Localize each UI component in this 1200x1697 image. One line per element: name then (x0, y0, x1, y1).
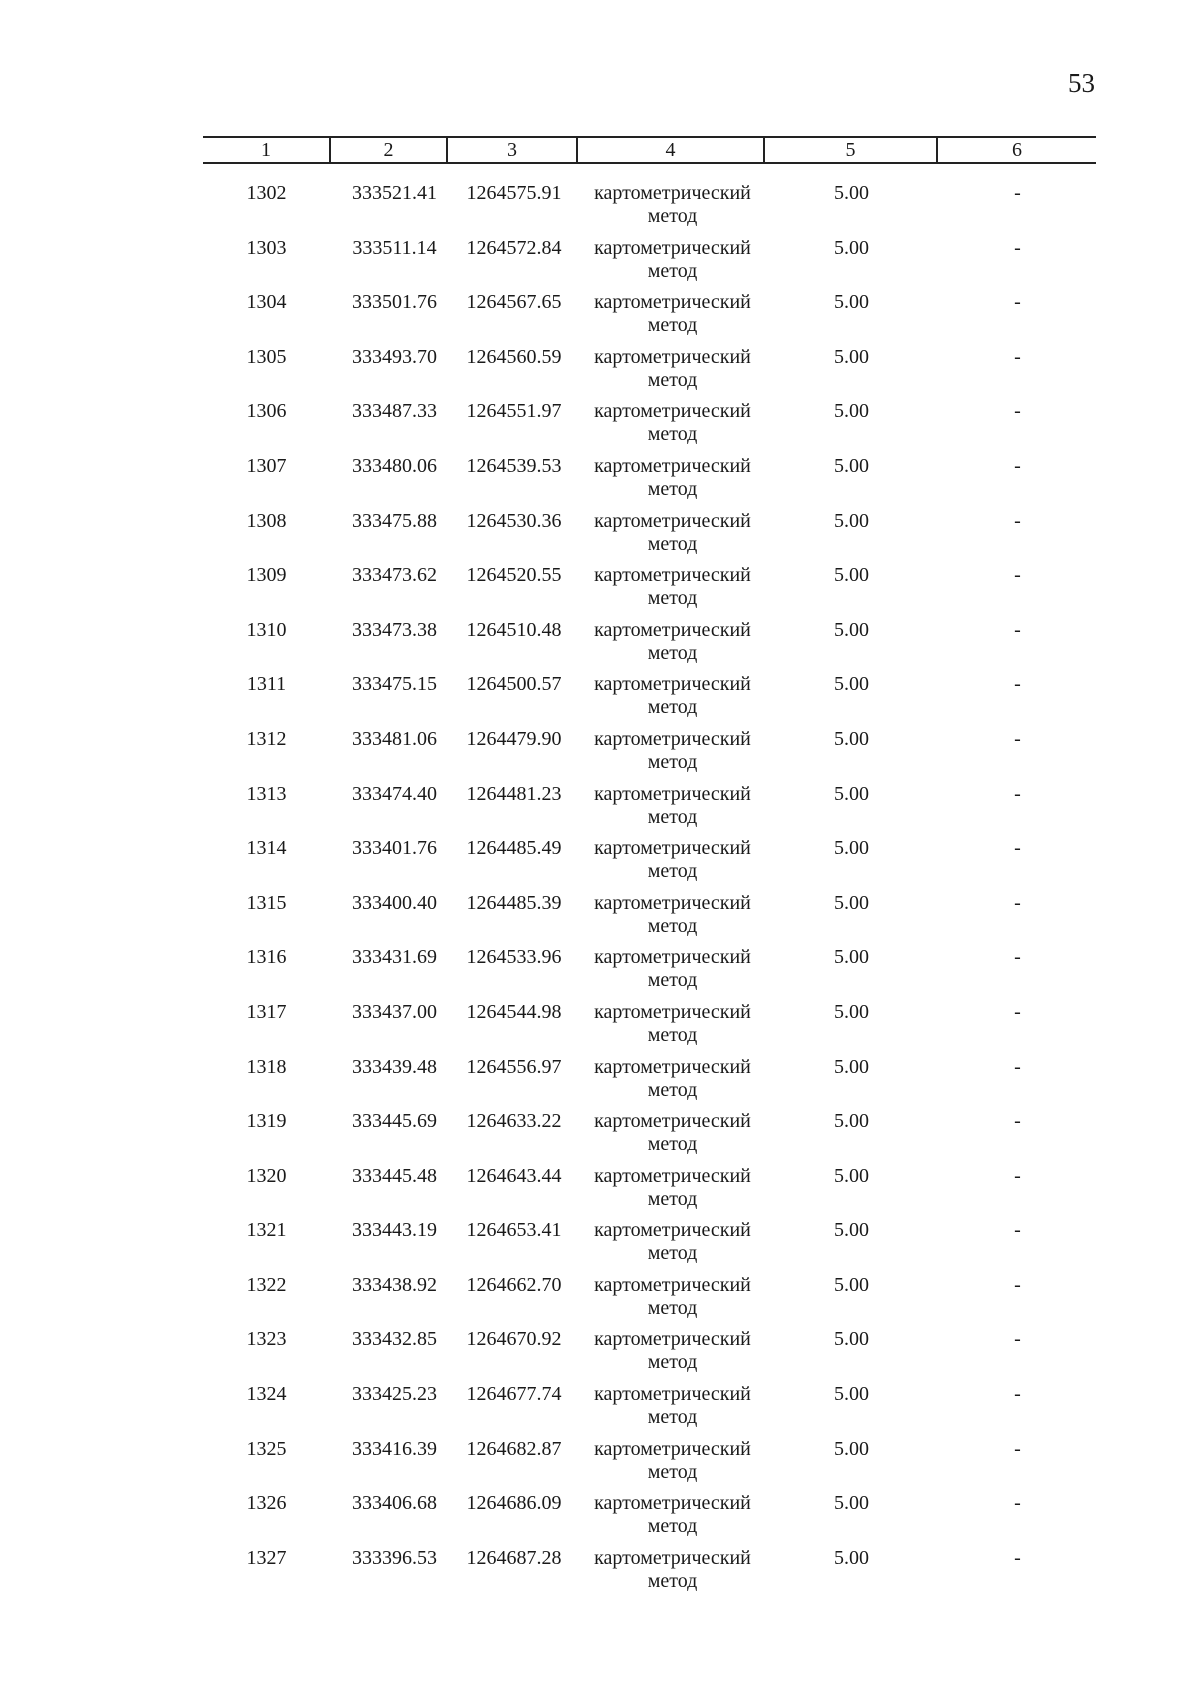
method-line-1: картометрический (594, 673, 751, 696)
note-dash: - (1014, 564, 1021, 587)
method-line-2: метод (647, 368, 698, 391)
method-line-2: метод (647, 1187, 698, 1210)
method-line-2: метод (647, 1133, 698, 1156)
method-line-2: метод (647, 477, 698, 500)
table-row (203, 1492, 1096, 1547)
precision-value: 5.00 (834, 782, 869, 805)
table-row (203, 728, 1096, 783)
method-line-1: картометрический (594, 1273, 751, 1296)
method-line-1: картометрический (594, 946, 751, 969)
note-dash: - (1014, 1110, 1021, 1133)
coordinate-x: 333396.53 (352, 1546, 437, 1569)
coordinate-x: 333474.40 (352, 782, 437, 805)
table-row (203, 1001, 1096, 1056)
note-dash: - (1014, 1055, 1021, 1078)
note-dash: - (1014, 509, 1021, 532)
point-number: 1303 (246, 236, 287, 259)
method-cell (577, 1438, 764, 1493)
method-line-2: метод (647, 314, 698, 337)
precision-value: 5.00 (834, 1546, 869, 1569)
point-number: 1306 (246, 400, 287, 423)
coordinate-x: 333521.41 (352, 182, 437, 204)
table-row (203, 291, 1096, 346)
method-cell (577, 163, 764, 237)
coordinate-y: 1264520.55 (466, 564, 562, 587)
precision-value: 5.00 (834, 837, 869, 860)
precision-value: 5.00 (834, 1437, 869, 1460)
method-cell (577, 892, 764, 947)
table-row (203, 1219, 1096, 1274)
note-dash: - (1014, 1492, 1021, 1515)
precision-value: 5.00 (834, 1383, 869, 1406)
table-row (203, 564, 1096, 619)
point-number: 1315 (246, 891, 287, 914)
coordinate-x: 333431.69 (352, 946, 437, 969)
method-line-2: метод (647, 805, 698, 828)
method-cell (577, 1492, 764, 1547)
coordinate-x: 333480.06 (352, 454, 437, 477)
coordinate-x: 333401.76 (352, 837, 437, 860)
method-cell (577, 1001, 764, 1056)
precision-value: 5.00 (834, 618, 869, 641)
coordinate-x: 333475.88 (352, 509, 437, 532)
method-cell (577, 1219, 764, 1274)
point-number: 1304 (246, 291, 287, 314)
point-number: 1310 (246, 618, 287, 641)
coordinate-y: 1264479.90 (466, 727, 562, 750)
method-line-1: картометрический (594, 345, 751, 368)
note-dash: - (1014, 454, 1021, 477)
precision-value: 5.00 (834, 291, 869, 314)
header-col-6: 6 (937, 137, 1096, 163)
table-row (203, 837, 1096, 892)
note-dash: - (1014, 1000, 1021, 1023)
coordinate-x: 333501.76 (352, 291, 437, 314)
note-dash: - (1014, 1437, 1021, 1460)
coordinate-y: 1264572.84 (466, 236, 562, 259)
point-number: 1326 (246, 1492, 287, 1515)
coordinate-y: 1264556.97 (466, 1055, 562, 1078)
table-row (203, 1110, 1096, 1165)
method-line-2: метод (647, 1351, 698, 1374)
note-dash: - (1014, 400, 1021, 423)
precision-value: 5.00 (834, 564, 869, 587)
method-line-1: картометрический (594, 454, 751, 477)
method-line-2: метод (647, 696, 698, 719)
coordinate-x: 333511.14 (352, 236, 437, 259)
method-cell (577, 1328, 764, 1383)
point-number: 1319 (246, 1110, 287, 1133)
coordinate-x: 333493.70 (352, 345, 437, 368)
method-line-1: картометрический (594, 1546, 751, 1569)
method-line-1: картометрический (594, 1219, 751, 1242)
point-number: 1307 (246, 454, 287, 477)
coordinate-y: 1264530.36 (466, 509, 562, 532)
coordinate-x: 333439.48 (352, 1055, 437, 1078)
coordinate-y: 1264575.91 (466, 182, 562, 204)
method-line-1: картометрический (594, 509, 751, 532)
note-dash: - (1014, 236, 1021, 259)
precision-value: 5.00 (834, 673, 869, 696)
method-cell (577, 783, 764, 838)
method-line-1: картометрический (594, 618, 751, 641)
method-line-2: метод (647, 1569, 698, 1592)
coordinate-x: 333481.06 (352, 727, 437, 750)
precision-value: 5.00 (834, 946, 869, 969)
coordinate-y: 1264662.70 (466, 1273, 562, 1296)
point-number: 1305 (246, 345, 287, 368)
coordinate-y: 1264551.97 (466, 400, 562, 423)
method-cell (577, 1547, 764, 1602)
note-dash: - (1014, 673, 1021, 696)
coordinate-x: 333437.00 (352, 1000, 437, 1023)
point-number: 1316 (246, 946, 287, 969)
method-line-2: метод (647, 423, 698, 446)
note-dash: - (1014, 837, 1021, 860)
coordinate-y: 1264682.87 (466, 1437, 562, 1460)
point-number: 1314 (246, 837, 287, 860)
method-cell (577, 1056, 764, 1111)
note-dash: - (1014, 291, 1021, 314)
note-dash: - (1014, 946, 1021, 969)
method-cell (577, 837, 764, 892)
note-dash: - (1014, 1219, 1021, 1242)
table-row (203, 1165, 1096, 1220)
method-cell (577, 619, 764, 674)
method-line-2: метод (647, 1078, 698, 1101)
note-dash: - (1014, 727, 1021, 750)
method-line-1: картометрический (594, 400, 751, 423)
point-number: 1311 (246, 673, 287, 696)
method-cell (577, 1383, 764, 1438)
header-col-3: 3 (447, 137, 577, 163)
method-line-2: метод (647, 1023, 698, 1046)
coordinate-x: 333487.33 (352, 400, 437, 423)
header-row (203, 137, 1096, 163)
method-line-1: картометрический (594, 727, 751, 750)
method-cell (577, 564, 764, 619)
coordinate-x: 333416.39 (352, 1437, 437, 1460)
method-cell (577, 673, 764, 728)
method-cell (577, 237, 764, 292)
precision-value: 5.00 (834, 400, 869, 423)
table-row (203, 783, 1096, 838)
note-dash: - (1014, 1328, 1021, 1351)
coordinates-table (203, 136, 1096, 1601)
method-line-1: картометрический (594, 891, 751, 914)
coordinate-y: 1264510.48 (466, 618, 562, 641)
method-cell (577, 510, 764, 565)
coordinate-y: 1264500.57 (466, 673, 562, 696)
coordinate-x: 333445.69 (352, 1110, 437, 1133)
method-line-2: метод (647, 1242, 698, 1265)
table-row (203, 1547, 1096, 1602)
method-line-1: картометрический (594, 837, 751, 860)
precision-value: 5.00 (834, 1273, 869, 1296)
coordinate-y: 1264686.09 (466, 1492, 562, 1515)
method-line-1: картометрический (594, 236, 751, 259)
method-line-1: картометрический (594, 1437, 751, 1460)
coordinate-y: 1264653.41 (466, 1219, 562, 1242)
point-number: 1324 (246, 1383, 287, 1406)
note-dash: - (1014, 782, 1021, 805)
point-number: 1312 (246, 727, 287, 750)
point-number: 1302 (246, 182, 287, 204)
coordinate-y: 1264677.74 (466, 1383, 562, 1406)
precision-value: 5.00 (834, 1219, 869, 1242)
method-cell (577, 1274, 764, 1329)
method-cell (577, 728, 764, 783)
coordinate-y: 1264670.92 (466, 1328, 562, 1351)
coordinate-y: 1264560.59 (466, 345, 562, 368)
precision-value: 5.00 (834, 236, 869, 259)
point-number: 1322 (246, 1273, 287, 1296)
table-row (203, 346, 1096, 401)
precision-value: 5.00 (834, 345, 869, 368)
coordinate-x: 333443.19 (352, 1219, 437, 1242)
method-line-2: метод (647, 1406, 698, 1429)
precision-value: 5.00 (834, 1110, 869, 1133)
note-dash: - (1014, 891, 1021, 914)
coordinate-y: 1264481.23 (466, 782, 562, 805)
precision-value: 5.00 (834, 509, 869, 532)
method-line-1: картометрический (594, 291, 751, 314)
method-line-2: метод (647, 914, 698, 937)
table-row (203, 237, 1096, 292)
method-cell (577, 291, 764, 346)
precision-value: 5.00 (834, 182, 869, 204)
coordinate-y: 1264544.98 (466, 1000, 562, 1023)
method-line-1: картометрический (594, 564, 751, 587)
method-line-1: картометрический (594, 1000, 751, 1023)
table-row (203, 163, 1096, 237)
precision-value: 5.00 (834, 1164, 869, 1187)
coordinate-x: 333406.68 (352, 1492, 437, 1515)
method-line-2: метод (647, 532, 698, 555)
coordinate-y: 1264567.65 (466, 291, 562, 314)
note-dash: - (1014, 182, 1021, 204)
precision-value: 5.00 (834, 891, 869, 914)
coordinate-x: 333425.23 (352, 1383, 437, 1406)
method-line-2: метод (647, 259, 698, 282)
point-number: 1321 (246, 1219, 287, 1242)
method-cell (577, 455, 764, 510)
coordinate-x: 333445.48 (352, 1164, 437, 1187)
coordinate-x: 333473.62 (352, 564, 437, 587)
method-line-2: метод (647, 750, 698, 773)
note-dash: - (1014, 1164, 1021, 1187)
precision-value: 5.00 (834, 454, 869, 477)
table-row (203, 619, 1096, 674)
method-line-1: картометрический (594, 182, 751, 204)
coordinate-y: 1264485.49 (466, 837, 562, 860)
method-cell (577, 946, 764, 1001)
table-row (203, 1328, 1096, 1383)
method-line-1: картометрический (594, 1383, 751, 1406)
point-number: 1313 (246, 782, 287, 805)
coordinate-x: 333432.85 (352, 1328, 437, 1351)
method-line-2: метод (647, 587, 698, 610)
coordinate-x: 333400.40 (352, 891, 437, 914)
method-line-2: метод (647, 1296, 698, 1319)
method-cell (577, 1110, 764, 1165)
table-body (203, 163, 1096, 1601)
point-number: 1309 (246, 564, 287, 587)
header-col-2: 2 (330, 137, 447, 163)
table-row (203, 1383, 1096, 1438)
precision-value: 5.00 (834, 1000, 869, 1023)
precision-value: 5.00 (834, 1055, 869, 1078)
method-line-1: картометрический (594, 782, 751, 805)
point-number: 1318 (246, 1055, 287, 1078)
table-row (203, 892, 1096, 947)
method-line-2: метод (647, 860, 698, 883)
method-line-2: метод (647, 1460, 698, 1483)
table-row (203, 673, 1096, 728)
table-row (203, 400, 1096, 455)
method-cell (577, 346, 764, 401)
point-number: 1308 (246, 509, 287, 532)
point-number: 1317 (246, 1000, 287, 1023)
method-line-2: метод (647, 641, 698, 664)
method-line-2: метод (647, 205, 698, 227)
table-row (203, 1438, 1096, 1493)
table-row (203, 510, 1096, 565)
note-dash: - (1014, 345, 1021, 368)
table-row (203, 1274, 1096, 1329)
table-row (203, 1056, 1096, 1111)
coordinate-y: 1264633.22 (466, 1110, 562, 1133)
point-number: 1323 (246, 1328, 287, 1351)
page-number: 53 (1068, 68, 1095, 98)
note-dash: - (1014, 618, 1021, 641)
point-number: 1325 (246, 1437, 287, 1460)
note-dash: - (1014, 1273, 1021, 1296)
coordinate-x: 333438.92 (352, 1273, 437, 1296)
method-line-1: картометрический (594, 1164, 751, 1187)
precision-value: 5.00 (834, 727, 869, 750)
note-dash: - (1014, 1383, 1021, 1406)
coordinate-y: 1264539.53 (466, 454, 562, 477)
method-line-1: картометрический (594, 1110, 751, 1133)
method-cell (577, 400, 764, 455)
method-line-2: метод (647, 1515, 698, 1538)
header-col-4: 4 (577, 137, 764, 163)
table-row (203, 946, 1096, 1001)
header-col-5: 5 (764, 137, 937, 163)
precision-value: 5.00 (834, 1492, 869, 1515)
method-line-1: картометрический (594, 1328, 751, 1351)
coordinate-y: 1264533.96 (466, 946, 562, 969)
coordinate-x: 333475.15 (352, 673, 437, 696)
point-number: 1320 (246, 1164, 287, 1187)
method-cell (577, 1165, 764, 1220)
header-col-1: 1 (203, 137, 330, 163)
coordinate-y: 1264643.44 (466, 1164, 562, 1187)
method-line-1: картометрический (594, 1492, 751, 1515)
coordinate-y: 1264687.28 (466, 1546, 562, 1569)
method-line-2: метод (647, 969, 698, 992)
table-row (203, 455, 1096, 510)
method-line-1: картометрический (594, 1055, 751, 1078)
point-number: 1327 (246, 1546, 287, 1569)
coordinate-x: 333473.38 (352, 618, 437, 641)
note-dash: - (1014, 1546, 1021, 1569)
precision-value: 5.00 (834, 1328, 869, 1351)
coordinate-y: 1264485.39 (466, 891, 562, 914)
